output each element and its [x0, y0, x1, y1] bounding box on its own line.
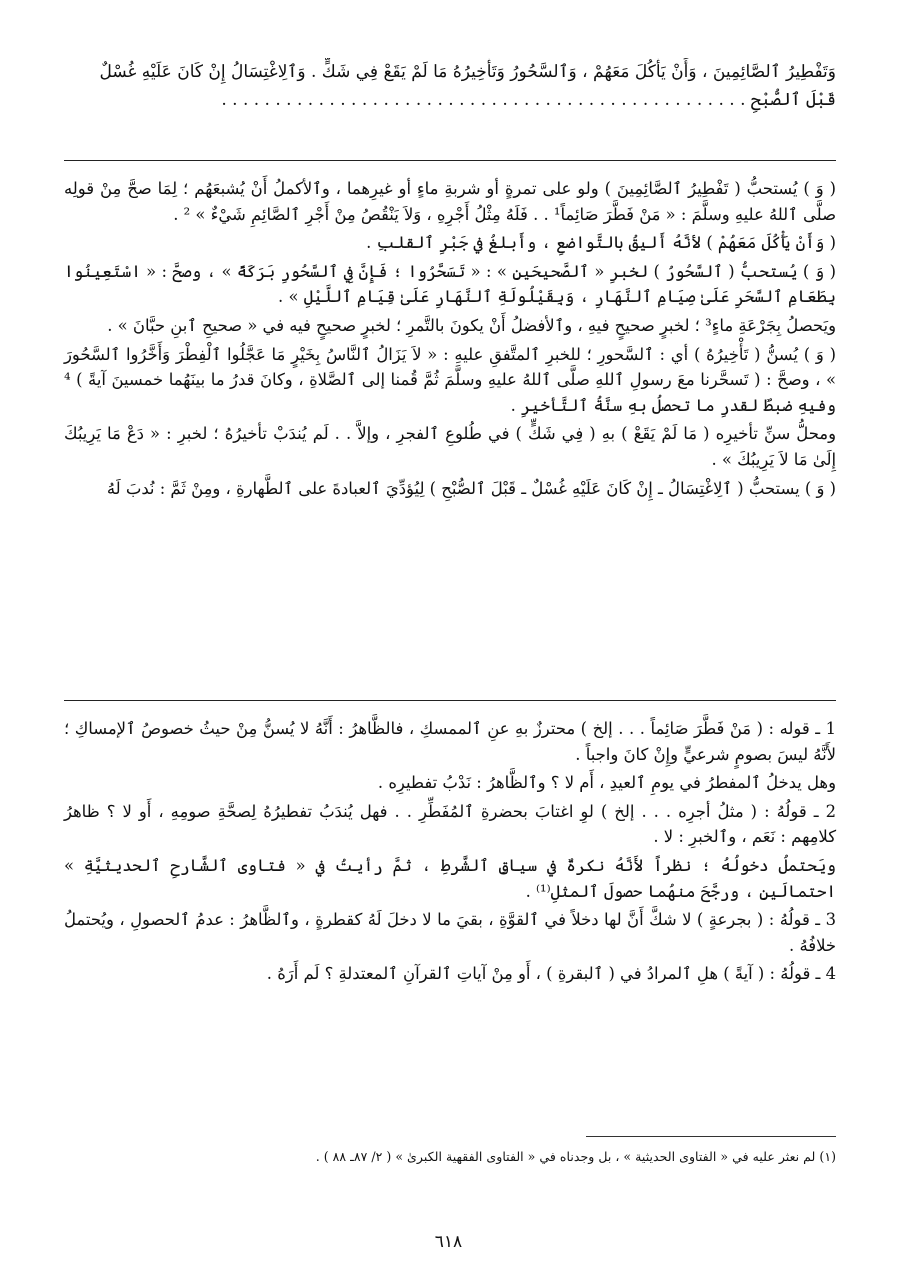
note-paragraph: 2 ـ قولُهُ : ( مثلُ أجرِه . . . إلخ ) لوِ اغتابَ بحضرةِ ٱلمُفَطِّرِ . . فهل يُندَبُ تفطيرُهُ لِصحَّةِ صومِهِ ، أَو لا ؟ ظاهرُ كلامِهم : نَعَم ، وٱلخبرِ : لا .: [64, 801, 836, 847]
main-text: [64, 58, 836, 114]
note-paragraph: ويَحتملُ دخولُهُ ؛ نظراً لأَنَّهُ نكرةٌ في سياقِ ٱلشَّرطِ ، ثمَّ رأيتُ في « فتاوى ٱلشَّارحِ ٱلحديثيَّةِ » احتمالَينِ ، ورجَّحَ منهُما حصولَ ٱلمثلِ⁽¹⁾ .: [64, 855, 836, 901]
note-paragraph: 1 ـ قوله : ( مَنْ فَطَّرَ صَائِماً . . . إلخ ) محترزٌ بهِ عنِ ٱلممسكِ ، فالظَّاهرُ : أَنَّهُ لا يُسنُّ مِنْ حيثُ خصوصُ ٱلإمساكِ ؛ لأَنَّهُ ليسَ بصومٍ شرعيٍّ وإِنْ كانَ واجباً .: [64, 719, 836, 764]
commentary-paragraph: ( وَأَنْ يَأْكُلَ مَعَهُمْ ) لأنَّهُ أَليقُ بالتَّواضعِ ، وأَبلغُ في جَبْرِ ٱلقلبِ .: [366, 233, 836, 253]
note-paragraph: 3 ـ قولُهُ : ( بجرعةٍ ) لا شكَّ أَنَّ لها دخلاً في ٱلقوَّةِ ، بقيَ ما لا دخلَ لَهُ كقطرةٍ ، وٱلظَّاهرُ : عدمُ ٱلحصولِ ، ويُحتملُ خلافُهُ .: [64, 910, 836, 955]
commentary-paragraph: ( وَ ) يستحبُّ ( ٱلِاغْتِسَالُ ـ إِنْ كَانَ عَلَيْهِ غُسْلٌ ـ قَبْلَ ٱلصُّبْحِ ) لِيُؤدِّيَ ٱلعبادةَ على ٱلطَّهارةِ ، ومِنْ ثَمَّ : نُدبَ لَهُ: [106, 478, 836, 498]
divider: [64, 160, 836, 161]
marginal-notes: [64, 716, 836, 990]
commentary-paragraph: ومحلُّ سنِّ تأخيرِه ( مَا لَمْ يَقَعْ ) بهِ ( فِي شَكٍّ ) في طُلوعِ ٱلفجرِ ، وإلاَّ . . لَم يُندَبْ تأخيرُهُ ؛ لخبرِ : « دَعْ مَا يَرِيبُكَ إِلَىٰ مَا لاَ يَرِيبُكَ » .: [64, 424, 836, 469]
main-text-line: وَتَفْطِيرُ ٱلصَّائِمِينَ ، وَأَنْ يَأْكُلَ مَعَهُمْ ، وَٱلسَّحُورُ وَتَأْخِيرُهُ مَا لَمْ يَقَعْ فِي شَكٍّ . وَٱلِاغْتِسَالُ إِنْ كَانَ عَلَيْهِ غُسْلٌ: [99, 62, 836, 82]
footnote: (١) لم نعثر عليه في « الفتاوى الحديثية » ، بل وجدناه في « الفتاوى الفقهية الكبرىٰ » ( ٢/ ٨٧ـ ٨٨ ) .: [315, 1149, 836, 1164]
commentary: [64, 176, 836, 504]
main-text-line: قَبْلَ ٱلصُّبْحِ . . . . . . . . . . . . . . . . . . . . . . . . . . . . . . . . . . . . . . . . . . . . . . . . .: [221, 90, 836, 110]
commentary-paragraph: ( وَ ) يُستحبُّ ( ٱلسَّحُورُ ) لخبرِ « ٱلصَّحيحَينِ » : « تَسَحَّرُوا ؛ فَإِنَّ فِي ٱلسَّحُورِ بَرَكَةً » ، وصحَّ : « اسْتَعِينُوا بِطَعَامِ ٱلسَّحَرِ عَلَىٰ صِيَامِ ٱلنَّهَارِ ، وَبِقَيْلُولَةِ ٱلنَّهَارِ عَلَىٰ قِيَامِ ٱللَّيْلِ » .: [64, 261, 836, 307]
footnote-divider: [586, 1136, 836, 1137]
page-number: ٦١٨: [434, 1232, 463, 1252]
commentary-paragraph: ( وَ ) يُستحبُّ ( تَفْطِيرُ ٱلصَّائِمِينَ ) ولو على تمرةٍ أو شربةِ ماءٍ أو غيرِهما ، وٱلأكملُ أَنْ يُشبعَهُم ؛ لِمَا صحَّ مِنْ قولِه صلَّى ٱللهُ عليهِ وسلَّمَ : « مَنْ فَطَّرَ صَائِماً¹ . . فَلَهُ مِثْلُ أَجْرِهِ ، وَلاَ يَنْقُصُ مِنْ أَجْرِ ٱلصَّائِمِ شَيْءٌ » ² .: [64, 179, 836, 224]
commentary-paragraph: ويَحصلُ بِجَرْعَةِ ماءٍ³ ؛ لخبرٍ صحيحٍ فيهِ ، وٱلأفضلُ أَنْ يكونَ بالتَّمرِ ؛ لخبرٍ صحيحٍ فيه في « صحيحِ ٱبنِ حبَّانَ » .: [107, 315, 836, 335]
commentary-paragraph: ( وَ ) يُسنُّ ( تَأْخِيرُهُ ) أي : ٱلسَّحورِ ؛ للخبرِ ٱلمتَّفقِ عليهِ : « لاَ يَزَالُ ٱلنَّاسُ بِخَيْرٍ مَا عَجَّلُوا ٱلْفِطْرَ وَأَخَّرُوا ٱلسَّحُورَ » ، وصحَّ : ( تَسحَّرنا معَ رسولِ ٱللهِ صلَّى ٱللهُ عليهِ وسلَّمَ ثُمَّ قُمنا إلى ٱلصَّلاةِ ، وكانَ قدرُ ما بينَهُما خمسينَ آيةً ) ⁴ وفيهِ ضبطٌ لقدرِ ما تحصلُ بهِ سنَّةُ ٱلتَّأخيرِ .: [64, 344, 836, 415]
divider: [64, 700, 836, 701]
note-paragraph: 4 ـ قولُهُ : ( آيةً ) هلِ ٱلمرادُ في ( ٱلبقرةِ ) ، أَو مِنْ آياتِ ٱلقرآنِ ٱلمعتدلةِ ؟ لَم أَرَهُ .: [266, 964, 836, 984]
note-paragraph: وهل يدخلُ ٱلمفطرُ في يومِ ٱلعيدِ ، أَم لا ؟ وٱلظَّاهرُ : نَدْبُ تفطيرِه .: [377, 773, 836, 793]
